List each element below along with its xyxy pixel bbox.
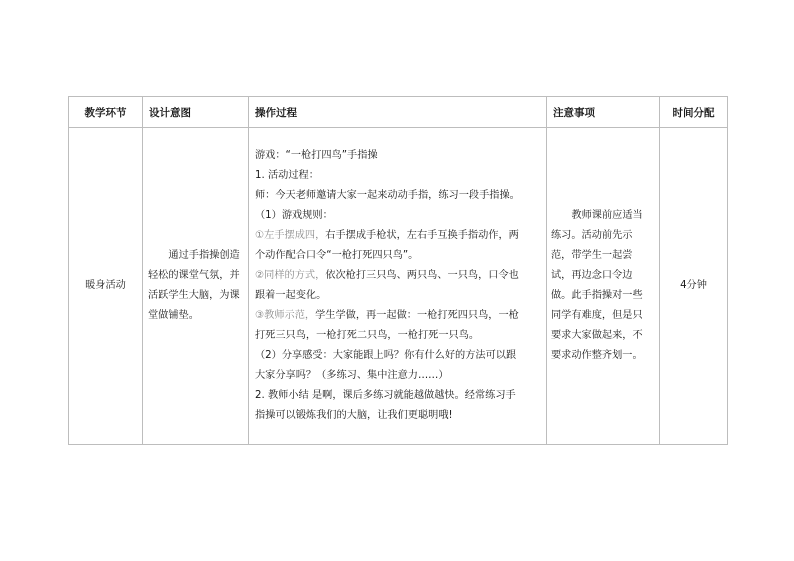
lesson-plan-table — [68, 96, 728, 445]
stage-cell: 暖身活动 — [69, 128, 143, 445]
step-marker-1: ①左手摆成四， — [255, 230, 326, 241]
header-time: 时间分配 — [660, 97, 728, 128]
process-line: 个动作配合口令“一枪打死四只鸟”。 — [255, 250, 419, 261]
header-stage: 教学环节 — [69, 97, 143, 128]
process-line: 大家分享吗？（多练习、集中注意力……） — [255, 370, 449, 381]
table-row — [69, 128, 728, 445]
header-process: 操作过程 — [249, 97, 547, 128]
process-line — [255, 226, 543, 246]
process-line: （2）分享感受：大家能跟上吗？你有什么好的方法可以跟 — [255, 350, 517, 361]
process-line-title: 游戏：“一枪打四鸟”手指操 — [255, 150, 378, 161]
step-marker-3: ③教师示范， — [255, 310, 316, 321]
process-text: 依次枪打三只鸟、两只鸟、一只鸟，口令也 — [325, 270, 519, 281]
header-notes: 注意事项 — [547, 97, 660, 128]
header-row — [69, 97, 728, 128]
process-line — [255, 266, 543, 286]
time-cell: 4分钟 — [660, 128, 728, 445]
process-line — [255, 306, 543, 326]
step-marker-2: ②同样的方式， — [255, 270, 326, 281]
header-intent: 设计意图 — [143, 97, 249, 128]
process-line: 师：今天老师邀请大家一起来动动手指，练习一段手指操。 — [255, 190, 520, 201]
process-line: （1）游戏规则： — [255, 210, 333, 221]
process-line: 跟着一起变化。 — [255, 290, 327, 301]
notes-cell: 教师课前应适当练习。活动前先示范，带学生一起尝试，再边念口令边做。此手指操对一些同学有难度，但是只要求大家做起来，不要求动作整齐划一。 — [547, 128, 660, 445]
process-line: 指操可以锻炼我们的大脑，让我们更聪明哦! — [255, 410, 453, 421]
intent-cell: 通过手指操创造轻松的课堂气氛，并活跃学生大脑，为课堂做铺垫。 — [143, 128, 249, 445]
process-text: 学生学做，再一起做：一枪打死四只鸟，一枪 — [315, 310, 519, 321]
process-line: 1. 活动过程： — [255, 170, 319, 181]
process-line: 2. 教师小结 是啊，课后多练习就能越做越快。经常练习手 — [255, 390, 516, 401]
process-text: 右手摆成手枪状，左右手互换手指动作，两 — [325, 230, 519, 241]
process-cell — [249, 128, 547, 445]
process-line: 打死三只鸟，一枪打死二只鸟，一枪打死一只鸟。 — [255, 330, 480, 341]
